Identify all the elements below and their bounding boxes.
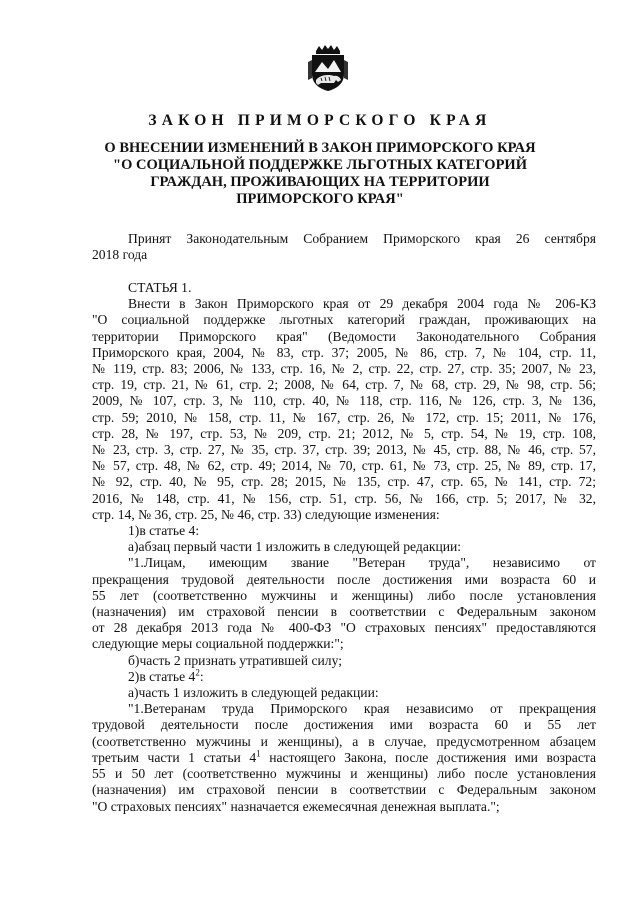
accepted-line: Принят Законодательным Собранием Приморского края 26 сентября — [128, 231, 596, 246]
intro-line: № 23, стр. 3, стр. 27, № 35, стр. 37, стр. 39; 2013, № 45, стр. 88, № 46, стр. 57, — [92, 442, 596, 458]
item2-suffix: : — [199, 668, 204, 684]
list-item: б)часть 2 признать утратившей силу; — [128, 652, 342, 668]
accepted-note — [92, 231, 596, 263]
quote-line: 55 лет (соответственно мужчины и женщины) либо после установления — [92, 587, 596, 603]
quote-line: "1.Лицам, имеющим звание "Ветеран труда", независимо от — [128, 555, 596, 571]
intro-line: стр. 28, № 197, стр. 53, № 209, стр. 21; 2012, № 5, стр. 54, № 19, стр. 108, — [92, 425, 596, 441]
quote-line: "О страховых пенсиях" назначается ежемесячная денежная выплата."; — [92, 798, 500, 814]
subtitle-line: ПРИМОРСКОГО КРАЯ" — [236, 191, 404, 207]
law-title: ЗАКОН ПРИМОРСКОГО КРАЯ — [148, 112, 492, 129]
quote-text: настоящего Закона, после достижения ими возраста — [260, 749, 597, 765]
quote-line: "1.Ветеранам труда Приморского края независимо от прекращения — [128, 701, 596, 717]
primorsky-krai-coat-of-arms-icon — [306, 44, 350, 92]
quote-line: от 28 декабря 2013 года № 400-ФЗ "О страховых пенсиях" предоставляются — [92, 620, 596, 636]
article-heading: СТАТЬЯ 1. — [128, 280, 192, 295]
intro-line: 2016, № 148, стр. 41, № 156, стр. 51, стр. 56, № 166, стр. 5; 2017, № 32, — [92, 490, 596, 506]
subtitle-line: "О СОЦИАЛЬНОЙ ПОДДЕРЖКЕ ЛЬГОТНЫХ КАТЕГОРИЙ — [113, 157, 527, 173]
superscript: 2 — [195, 667, 200, 678]
accepted-line: 2018 года — [92, 247, 148, 263]
item2-text: 2)в статье 4 — [128, 668, 196, 684]
intro-line: 2009, № 107, стр. 3, № 110, стр. 40, № 118, стр. 116, № 126, стр. 3, № 136, — [92, 393, 596, 409]
intro-line: Внести в Закон Приморского края от 29 декабря 2004 года № 206-КЗ — [128, 296, 596, 312]
quote-text: третьим части 1 статьи 4 — [92, 749, 257, 765]
quote-line: прекращения трудовой деятельности после достижения ими возраста 60 и — [92, 571, 596, 587]
subtitle-line: О ВНЕСЕНИИ ИЗМЕНЕНИЙ В ЗАКОН ПРИМОРСКОГО КРАЯ — [104, 140, 536, 156]
intro-line: "О социальной поддержке льготных категорий граждан, проживающих на — [92, 312, 596, 328]
superscript: 1 — [256, 748, 261, 759]
list-item: 1)в статье 4: — [128, 523, 200, 539]
intro-line: территории Приморского края" (Ведомости Законодательного Собрания — [92, 328, 596, 344]
quote-line: 55 и 50 лет (соответственно мужчины и женщины) либо после установления — [92, 766, 596, 782]
subtitle-line: ГРАЖДАН, ПРОЖИВАЮЩИХ НА ТЕРРИТОРИИ — [150, 174, 490, 190]
list-item: а)абзац первый части 1 изложить в следующей редакции: — [128, 539, 462, 555]
quote-line: следующие меры социальной поддержки:"; — [92, 636, 344, 652]
intro-line: № 92, стр. 40, № 95, стр. 28; 2015, № 135, стр. 47, стр. 65, № 141, стр. 72; — [92, 474, 596, 490]
intro-line: № 57, стр. 48, № 62, стр. 49; 2014, № 70, стр. 61, № 73, стр. 25, № 89, стр. 17, — [92, 458, 596, 474]
article-1 — [92, 280, 596, 815]
intro-line: стр. 19, стр. 21, № 61, стр. 2; 2008, № 64, стр. 7, № 68, стр. 29, № 98, стр. 56; — [92, 377, 596, 393]
quote-line: трудовой деятельности после достижения ими возраста 60 и 55 лет — [92, 717, 596, 733]
list-item — [92, 669, 596, 685]
intro-line: стр. 14, № 36, стр. 25, № 46, стр. 33) следующие изменения: — [92, 506, 440, 522]
quote-line: (соответственно мужчины и женщины), а в случае, предусмотренном абзацем — [92, 733, 596, 749]
quote-line: (назначения) им страховой пенсии в соответствии с Федеральным законом — [92, 604, 596, 620]
intro-line: Приморского края, 2004, № 83, стр. 37; 2005, № 86, стр. 7, № 104, стр. 11, — [92, 344, 596, 360]
intro-line: № 119, стр. 83; 2006, № 133, стр. 16, № 2, стр. 22, стр. 27, стр. 35; 2007, № 23, — [92, 361, 596, 377]
quote-line — [92, 750, 596, 766]
law-subtitle — [80, 140, 560, 208]
intro-line: стр. 59; 2010, № 158, стр. 11, № 167, стр. 26, № 172, стр. 15; 2011, № 176, — [92, 409, 596, 425]
quote-line: (назначения) им страховой пенсии в соответствии с Федеральным законом — [92, 782, 596, 798]
list-item: а)часть 1 изложить в следующей редакции: — [128, 685, 379, 701]
